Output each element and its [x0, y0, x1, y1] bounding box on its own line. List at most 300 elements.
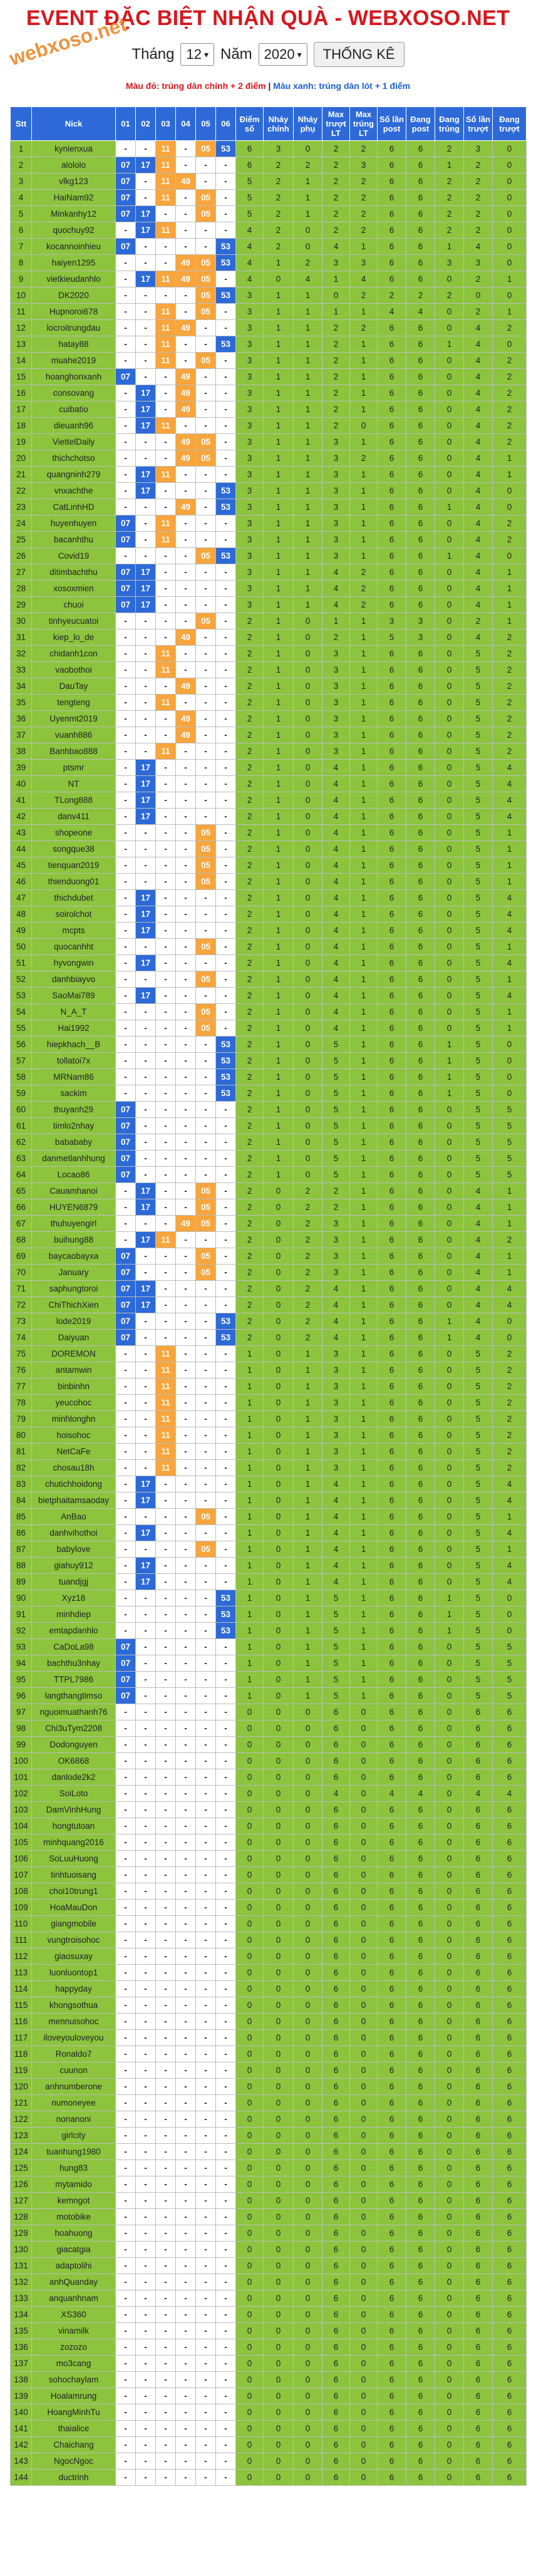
day-result-cell: -: [156, 2225, 176, 2242]
table-row: [11, 548, 527, 564]
stat-cell: 4: [464, 401, 493, 418]
day-result-cell: 17: [136, 809, 156, 825]
stat-cell: 0: [264, 1802, 294, 1818]
stat-cell: 6: [406, 1834, 435, 1851]
stat-cell: 1: [322, 613, 350, 629]
stat-cell: 6: [378, 2111, 406, 2128]
table-row: [11, 678, 527, 695]
day-result-cell: -: [216, 2242, 236, 2258]
stat-cell: 0: [264, 2356, 294, 2372]
stat-cell: 2: [322, 222, 350, 239]
table-row: [11, 353, 527, 369]
day-result-cell: -: [116, 711, 136, 727]
day-result-cell: -: [116, 1769, 136, 1786]
day-result-cell: 11: [156, 646, 176, 662]
stat-cell: 6: [378, 1395, 406, 1411]
stat-cell: 3: [322, 727, 350, 743]
stat-cell: 0: [236, 2160, 264, 2176]
stat-cell: 0: [435, 2030, 464, 2046]
day-result-cell: -: [216, 1004, 236, 1020]
stat-cell: 1: [264, 613, 294, 629]
stat-cell: 0: [236, 2193, 264, 2209]
stat-cell: 1: [350, 1558, 378, 1574]
stat-cell: 0: [435, 2388, 464, 2404]
stat-cell: 3: [464, 255, 493, 271]
day-result-cell: -: [176, 1606, 196, 1623]
day-result-cell: 11: [156, 1411, 176, 1427]
stat-cell: 1: [294, 336, 322, 353]
stat-cell: 0: [294, 1818, 322, 1834]
day-result-cell: -: [196, 418, 216, 434]
stat-cell: 4: [322, 1330, 350, 1346]
stat-cell: 1: [350, 1476, 378, 1492]
stat-cell: 2: [236, 1216, 264, 1232]
stat-cell: 4: [236, 255, 264, 271]
stat-cell: 6: [378, 1525, 406, 1541]
table-row: [11, 1574, 527, 1590]
stat-cell: 6: [406, 1444, 435, 1460]
stat-cell: 1: [294, 434, 322, 450]
day-result-cell: 07: [116, 564, 136, 581]
day-result-cell: -: [216, 1704, 236, 1720]
day-result-cell: -: [156, 255, 176, 271]
day-result-cell: -: [176, 2404, 196, 2421]
stat-cell: 2: [294, 157, 322, 173]
stat-cell: 1: [350, 239, 378, 255]
stat-cell: 1: [350, 1216, 378, 1232]
day-result-cell: -: [216, 1818, 236, 1834]
stat-cell: 4: [464, 1248, 493, 1265]
stat-cell: 4: [322, 841, 350, 857]
day-result-cell: -: [176, 1053, 196, 1069]
day-result-cell: -: [116, 2030, 136, 2046]
day-result-cell: -: [156, 613, 176, 629]
nick-cell: danhvihothoi: [32, 1525, 116, 1541]
nick-cell: saphungtoroi: [32, 1281, 116, 1297]
day-result-cell: -: [156, 923, 176, 939]
rank-cell: 65: [11, 1183, 32, 1199]
day-result-cell: -: [216, 1737, 236, 1753]
day-result-cell: 05: [196, 874, 216, 890]
stat-cell: 6: [406, 1085, 435, 1102]
stat-cell: 3: [322, 548, 350, 564]
day-result-cell: -: [116, 2274, 136, 2290]
stat-cell: 0: [350, 1720, 378, 1737]
stat-cell: 6: [464, 2258, 493, 2274]
stat-cell: 5: [322, 1623, 350, 1639]
day-result-cell: -: [156, 906, 176, 923]
day-result-cell: 17: [136, 1297, 156, 1313]
day-result-cell: -: [216, 2193, 236, 2209]
rank-cell: 9: [11, 271, 32, 287]
stat-cell: 5: [464, 939, 493, 955]
day-result-cell: -: [156, 2030, 176, 2046]
stat-cell: 0: [264, 1786, 294, 1802]
stat-cell: 4: [236, 271, 264, 287]
stat-cell: 0: [435, 1118, 464, 1134]
day-result-cell: -: [116, 1216, 136, 1232]
table-row: [11, 2356, 527, 2372]
day-result-cell: -: [136, 2388, 156, 2404]
day-result-cell: -: [196, 2307, 216, 2323]
stat-cell: 0: [236, 2339, 264, 2356]
day-result-cell: -: [156, 1965, 176, 1981]
stat-cell: 5: [493, 1655, 527, 1672]
rank-cell: 5: [11, 206, 32, 222]
day-result-cell: -: [136, 743, 156, 760]
stat-cell: 0: [264, 1867, 294, 1883]
stat-cell: 0: [236, 1851, 264, 1867]
stat-cell: 6: [464, 1737, 493, 1753]
stat-cell: 0: [435, 1834, 464, 1851]
day-result-cell: -: [216, 1346, 236, 1362]
stat-cell: 0: [350, 1883, 378, 1900]
day-result-cell: -: [116, 1427, 136, 1444]
stat-cell: 6: [378, 1834, 406, 1851]
stat-cell: 0: [236, 2095, 264, 2111]
stat-cell: 5: [493, 1639, 527, 1655]
rank-cell: 52: [11, 971, 32, 988]
site-watermark-logo: webxoso.net: [6, 13, 130, 70]
day-result-cell: -: [176, 955, 196, 971]
day-result-cell: -: [176, 548, 196, 564]
stat-cell: 2: [236, 971, 264, 988]
day-result-cell: -: [176, 1574, 196, 1590]
stat-cell: 2: [493, 695, 527, 711]
day-result-cell: -: [156, 1948, 176, 1965]
stat-cell: 1: [350, 1411, 378, 1427]
stat-cell: 2: [294, 1183, 322, 1199]
table-row: [11, 2095, 527, 2111]
stat-cell: 6: [322, 1948, 350, 1965]
day-result-cell: -: [196, 239, 216, 255]
month-select[interactable]: [180, 43, 214, 66]
stat-cell: 1: [350, 1053, 378, 1069]
day-result-cell: -: [156, 1134, 176, 1151]
stat-cell: 6: [378, 2193, 406, 2209]
table-row: [11, 2274, 527, 2290]
day-result-cell: -: [176, 1248, 196, 1265]
day-result-cell: -: [176, 1020, 196, 1037]
day-result-cell: -: [156, 2160, 176, 2176]
day-result-cell: -: [196, 1981, 216, 1997]
stat-cell: 4: [322, 776, 350, 792]
stat-cell: 6: [322, 2225, 350, 2242]
stat-cell: 6: [406, 1574, 435, 1590]
day-result-cell: -: [216, 1932, 236, 1948]
table-row: [11, 515, 527, 532]
stat-cell: 6: [406, 1476, 435, 1492]
stat-cell: 2: [236, 874, 264, 890]
submit-button[interactable]: THỐNG KÊ: [314, 42, 405, 67]
day-result-cell: -: [196, 467, 216, 483]
stat-cell: 0: [435, 1151, 464, 1167]
stat-cell: 0: [236, 1786, 264, 1802]
day-result-cell: -: [136, 1134, 156, 1151]
stat-cell: 6: [378, 1606, 406, 1623]
day-result-cell: 11: [156, 353, 176, 369]
day-result-cell: -: [216, 1265, 236, 1281]
stat-cell: 5: [493, 1672, 527, 1688]
day-result-cell: -: [116, 2079, 136, 2095]
stat-cell: 6: [464, 1981, 493, 1997]
stat-cell: 0: [435, 2258, 464, 2274]
stat-cell: 0: [350, 2128, 378, 2144]
stat-cell: 6: [378, 1867, 406, 1883]
nick-cell: shopeone: [32, 825, 116, 841]
nick-cell: Hoalamrung: [32, 2388, 116, 2404]
stat-cell: 1: [264, 776, 294, 792]
rank-cell: 104: [11, 1818, 32, 1834]
day-result-cell: 17: [136, 776, 156, 792]
day-result-cell: -: [136, 1997, 156, 2014]
stat-cell: 0: [435, 1509, 464, 1525]
day-result-cell: -: [136, 2404, 156, 2421]
stat-cell: 6: [406, 695, 435, 711]
day-result-cell: -: [216, 2323, 236, 2339]
stat-cell: 1: [493, 304, 527, 320]
rank-cell: 75: [11, 1346, 32, 1362]
day-result-cell: -: [176, 1346, 196, 1362]
stat-cell: 1: [264, 874, 294, 890]
stat-cell: 1: [264, 662, 294, 678]
stat-cell: 0: [493, 206, 527, 222]
stat-cell: 6: [378, 515, 406, 532]
table-row: [11, 874, 527, 890]
nick-cell: tinhyeucuatoi: [32, 613, 116, 629]
stat-cell: 6: [464, 2111, 493, 2128]
day-result-cell: -: [196, 157, 216, 173]
day-result-cell: -: [156, 1883, 176, 1900]
nick-cell: CatLinhHD: [32, 499, 116, 515]
stat-cell: 6: [378, 2258, 406, 2274]
nick-cell: anquanhnam: [32, 2290, 116, 2307]
day-result-cell: -: [216, 890, 236, 906]
day-result-cell: -: [176, 2176, 196, 2193]
stat-cell: 6: [406, 1720, 435, 1737]
day-result-cell: 07: [116, 1313, 136, 1330]
year-select[interactable]: [259, 43, 307, 66]
stat-cell: 6: [378, 1102, 406, 1118]
stat-cell: 0: [464, 287, 493, 304]
stat-cell: 6: [406, 1558, 435, 1574]
day-result-cell: -: [136, 1118, 156, 1134]
stat-cell: 6: [322, 1965, 350, 1981]
stat-cell: 6: [378, 2323, 406, 2339]
rank-cell: 136: [11, 2339, 32, 2356]
day-result-cell: -: [196, 1444, 216, 1460]
nick-cell: chosau18h: [32, 1460, 116, 1476]
stat-cell: 4: [322, 971, 350, 988]
day-result-cell: -: [176, 662, 196, 678]
stat-cell: 6: [406, 157, 435, 173]
stat-cell: 6: [378, 385, 406, 401]
day-result-cell: -: [116, 988, 136, 1004]
stat-cell: 5: [493, 1688, 527, 1704]
day-result-cell: -: [196, 1900, 216, 1916]
day-result-cell: -: [156, 2095, 176, 2111]
stat-cell: 6: [406, 2111, 435, 2128]
stat-cell: 5: [236, 173, 264, 190]
day-result-cell: 17: [136, 988, 156, 1004]
stat-cell: 5: [464, 792, 493, 809]
stat-cell: 0: [435, 1281, 464, 1297]
stat-cell: 0: [435, 532, 464, 548]
day-result-cell: 53: [216, 483, 236, 499]
day-result-cell: -: [116, 1623, 136, 1639]
day-result-cell: -: [216, 678, 236, 695]
stat-cell: 0: [493, 1037, 527, 1053]
stat-cell: 0: [435, 890, 464, 906]
day-result-cell: -: [116, 2404, 136, 2421]
table-row: [11, 923, 527, 939]
day-result-cell: -: [156, 385, 176, 401]
stat-cell: 0: [350, 2421, 378, 2437]
stat-cell: 6: [464, 1965, 493, 1981]
nick-cell: Locao86: [32, 1167, 116, 1183]
stat-cell: 0: [294, 727, 322, 743]
stat-cell: 3: [236, 564, 264, 581]
stat-cell: 6: [493, 2014, 527, 2030]
day-result-cell: -: [196, 320, 216, 336]
day-result-cell: -: [216, 727, 236, 743]
day-result-cell: -: [136, 1053, 156, 1069]
stat-cell: 4: [322, 988, 350, 1004]
table-row: [11, 1883, 527, 1900]
day-result-cell: -: [116, 2356, 136, 2372]
stat-cell: 6: [406, 467, 435, 483]
nick-cell: haiyen1295: [32, 255, 116, 271]
stat-cell: 6: [378, 1069, 406, 1085]
day-result-cell: -: [196, 2356, 216, 2372]
day-result-cell: -: [156, 1834, 176, 1851]
day-result-cell: -: [196, 1037, 216, 1053]
day-result-cell: -: [216, 206, 236, 222]
nick-cell: tuanhung1980: [32, 2144, 116, 2160]
day-result-cell: -: [156, 1004, 176, 1020]
day-result-cell: 11: [156, 304, 176, 320]
nick-cell: Uyenmt2019: [32, 711, 116, 727]
chevron-down-icon: ▾: [204, 49, 209, 59]
rank-cell: 105: [11, 1834, 32, 1851]
day-result-cell: -: [216, 809, 236, 825]
stat-cell: 0: [350, 2323, 378, 2339]
stat-cell: 6: [378, 2079, 406, 2095]
stat-cell: 0: [435, 711, 464, 727]
table-row: [11, 1965, 527, 1981]
day-result-cell: 17: [136, 1574, 156, 1590]
day-result-cell: -: [196, 1362, 216, 1379]
day-result-cell: -: [196, 2095, 216, 2111]
day-result-cell: -: [196, 1606, 216, 1623]
stat-cell: 1: [294, 1411, 322, 1427]
stat-cell: 2: [493, 1379, 527, 1395]
day-result-cell: -: [196, 2046, 216, 2062]
day-result-cell: -: [216, 173, 236, 190]
day-result-cell: -: [116, 450, 136, 467]
stat-cell: 6: [322, 2046, 350, 2062]
day-result-cell: -: [196, 1916, 216, 1932]
table-row: [11, 1720, 527, 1737]
day-result-cell: -: [136, 1672, 156, 1688]
day-result-cell: 17: [136, 271, 156, 287]
stat-cell: 6: [493, 1997, 527, 2014]
stat-cell: 0: [493, 222, 527, 239]
stat-cell: 0: [264, 1183, 294, 1199]
day-result-cell: -: [116, 336, 136, 353]
stat-cell: 4: [294, 271, 322, 287]
stat-cell: 0: [264, 1313, 294, 1330]
stat-cell: 0: [236, 2437, 264, 2453]
rank-cell: 36: [11, 711, 32, 727]
day-result-cell: -: [156, 1688, 176, 1704]
stat-cell: 0: [264, 1541, 294, 1558]
stat-cell: 6: [378, 434, 406, 450]
rank-cell: 116: [11, 2014, 32, 2030]
stat-cell: 0: [294, 988, 322, 1004]
rank-cell: 21: [11, 467, 32, 483]
day-result-cell: -: [116, 271, 136, 287]
day-result-cell: 53: [216, 1069, 236, 1085]
stat-cell: 0: [435, 678, 464, 695]
day-result-cell: -: [216, 1834, 236, 1851]
day-result-cell: -: [116, 695, 136, 711]
stat-cell: 1: [294, 1558, 322, 1574]
stat-cell: 6: [493, 1769, 527, 1786]
stat-cell: 0: [435, 1444, 464, 1460]
day-result-cell: 53: [216, 1330, 236, 1346]
day-result-cell: -: [216, 2176, 236, 2193]
stat-cell: 1: [350, 857, 378, 874]
year-select-value: 2020: [264, 46, 295, 62]
stat-cell: 0: [493, 499, 527, 515]
legend-separator: |: [265, 81, 274, 91]
stat-cell: 6: [406, 1769, 435, 1786]
day-result-cell: -: [176, 2160, 196, 2176]
stat-cell: 5: [464, 1085, 493, 1102]
table-row: [11, 532, 527, 548]
nick-cell: quocanhht: [32, 939, 116, 955]
stat-cell: 0: [264, 2176, 294, 2193]
nick-cell: OK6868: [32, 1753, 116, 1769]
stat-cell: 6: [406, 1753, 435, 1769]
day-result-cell: -: [156, 434, 176, 450]
day-result-cell: -: [196, 906, 216, 923]
rank-cell: 48: [11, 906, 32, 923]
stat-cell: 4: [322, 564, 350, 581]
stat-cell: 6: [322, 1932, 350, 1948]
stat-cell: 1: [350, 532, 378, 548]
column-header: Đang post: [406, 107, 435, 141]
nick-cell: lode2019: [32, 1313, 116, 1330]
stat-cell: 3: [322, 450, 350, 467]
rank-cell: 71: [11, 1281, 32, 1297]
stat-cell: 5: [464, 1574, 493, 1590]
nick-cell: Banhbao888: [32, 743, 116, 760]
stat-cell: 2: [350, 141, 378, 157]
nick-cell: tinhtuoisang: [32, 1867, 116, 1883]
day-result-cell: -: [196, 1525, 216, 1541]
stat-cell: 6: [322, 1704, 350, 1720]
stat-cell: 2: [264, 190, 294, 206]
day-result-cell: -: [216, 1183, 236, 1199]
day-result-cell: 07: [116, 1672, 136, 1688]
day-result-cell: -: [156, 2111, 176, 2128]
table-row: [11, 1851, 527, 1867]
stat-cell: 0: [264, 1932, 294, 1948]
table-row: [11, 320, 527, 336]
day-result-cell: -: [216, 2290, 236, 2307]
